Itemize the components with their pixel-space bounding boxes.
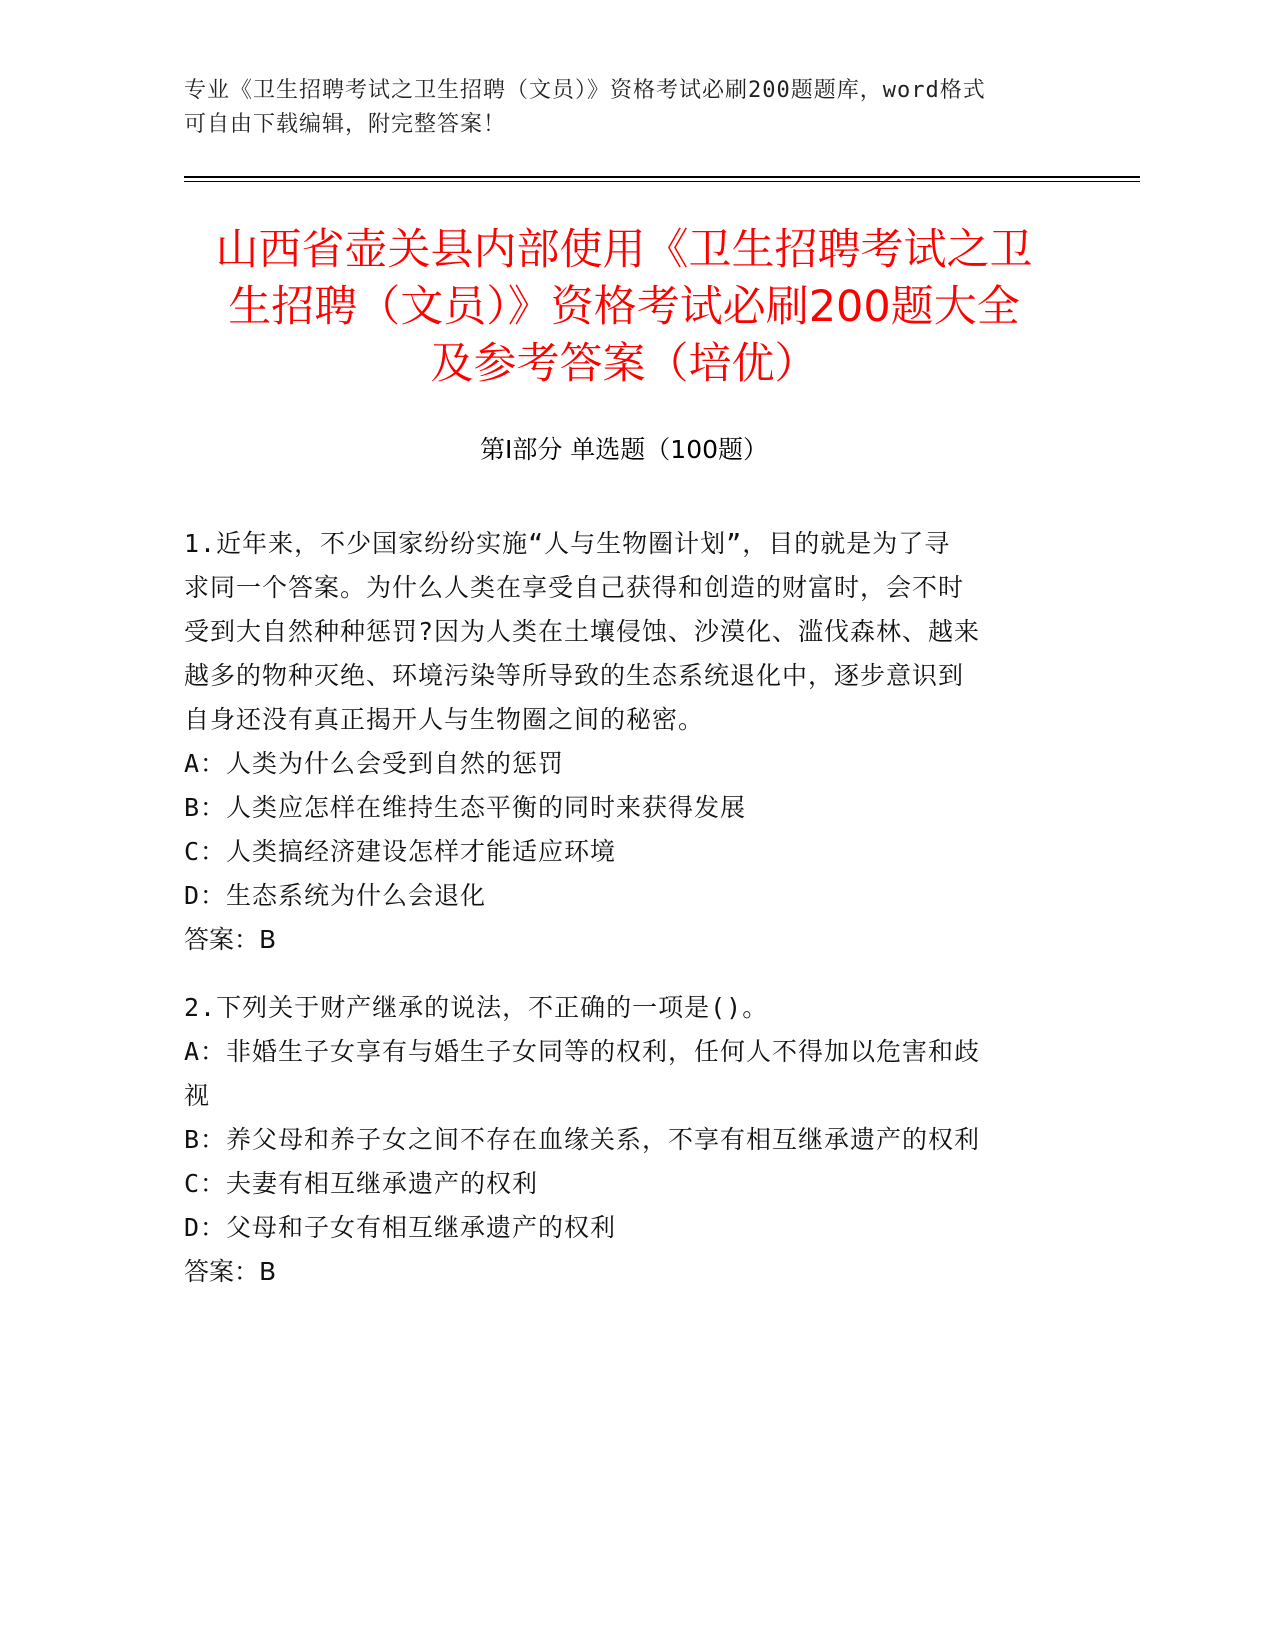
- question-stem: [184, 986, 1064, 1030]
- stem-line: 自身还没有真正揭开人与生物圈之间的秘密。: [184, 705, 705, 734]
- option-a-line: 视: [184, 1081, 211, 1110]
- header-note: [184, 74, 1044, 142]
- document-title: [184, 222, 1064, 393]
- question-stem: [184, 522, 1064, 742]
- option-b: B：养父母和养子女之间不存在血缘关系，不享有相互继承遗产的权利: [184, 1125, 981, 1154]
- option-c: C：夫妻有相互继承遗产的权利: [184, 1169, 539, 1198]
- question-2: [184, 986, 1064, 1294]
- stem-line: 越多的物种灭绝、环境污染等所导致的生态系统退化中，逐步意识到: [184, 661, 965, 690]
- answer-line: 答案：B: [184, 925, 277, 954]
- header-divider-thin: [184, 181, 1140, 182]
- header-divider-thick: [184, 176, 1140, 178]
- answer-line: 答案：B: [184, 1257, 277, 1286]
- question-1: [184, 522, 1064, 962]
- option-d: D：生态系统为什么会退化: [184, 881, 487, 910]
- option-a-line: A：非婚生子女享有与婚生子女同等的权利，任何人不得加以危害和歧: [184, 1037, 981, 1066]
- stem-line: 求同一个答案。为什么人类在享受自己获得和创造的财富时，会不时: [184, 573, 965, 602]
- section-heading: 第Ⅰ部分 单选题（100题）: [479, 435, 769, 464]
- stem-line: 受到大自然种种惩罚?因为人类在土壤侵蚀、沙漠化、滥伐森林、越来: [184, 617, 981, 646]
- stem-line: 1.近年来，不少国家纷纷实施“人与生物圈计划”，目的就是为了寻: [184, 529, 951, 558]
- header-note-line: 专业《卫生招聘考试之卫生招聘（文员）》资格考试必刷200题题库，word格式: [184, 78, 986, 103]
- option-b: B：人类应怎样在维持生态平衡的同时来获得发展: [184, 793, 747, 822]
- header-note-line: 可自由下载编辑，附完整答案！: [184, 112, 507, 137]
- option-d: D：父母和子女有相互继承遗产的权利: [184, 1213, 617, 1242]
- option-c: C：人类搞经济建设怎样才能适应环境: [184, 837, 617, 866]
- stem-line: 2.下列关于财产继承的说法，不正确的一项是()。: [184, 993, 769, 1022]
- document-title-line: 生招聘（文员）》资格考试必刷200题大全: [228, 282, 1020, 332]
- option-a: A：人类为什么会受到自然的惩罚: [184, 749, 565, 778]
- option-a: [184, 1030, 1064, 1118]
- document-title-line: 山西省壶关县内部使用《卫生招聘考试之卫: [215, 225, 1033, 275]
- document-title-line: 及参考答案（培优）: [430, 339, 818, 389]
